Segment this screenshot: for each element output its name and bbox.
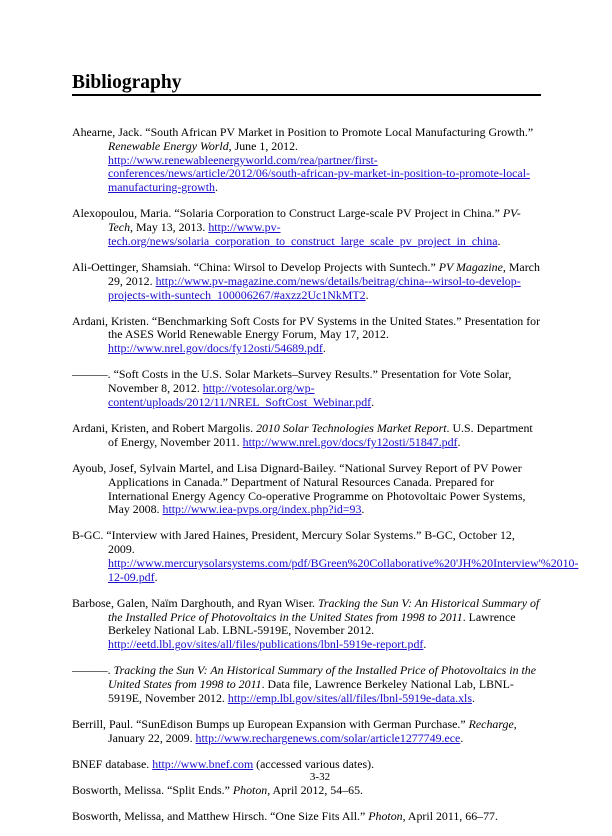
reference-link[interactable]: http://www.pv-magazine.com/news/details/beitrag/china--wirsol-to-develop-projects-with-suntech_100006267/#axzz2Uc1NkMT2 bbox=[108, 273, 521, 302]
reference-link[interactable]: http://www.mercurysolarsystems.com/pdf/BGreen%20Collaborative%20'JH%20Interview'%2010-12-09.pdf bbox=[108, 556, 579, 584]
reference-link[interactable]: http://www.nrel.gov/docs/fy12osti/51847.pdf bbox=[242, 434, 458, 449]
entry-text: Ayoub, Josef, Sylvain Martel, and Lisa Dignard-Bailey. “National Survey Report of PV Power Applications in Canada.” Department of Natural Resources Canada. Prepared for International Energy Agency Co-operative Programme on Photovoltaic Power Systems, May 2008. bbox=[72, 460, 526, 517]
bibliography-entry bbox=[72, 368, 544, 409]
bibliography-entry bbox=[72, 126, 544, 195]
reference-link[interactable]: http://www.rechargenews.com/solar/article1277749.ece bbox=[195, 730, 461, 745]
publication-title: 2010 Solar Technologies Market Report bbox=[256, 421, 447, 436]
entry-text: , May 13, 2013. bbox=[130, 220, 209, 235]
reference-link[interactable]: http://votesolar.org/wp-content/uploads/2012/11/NREL_SoftCost_Webinar.pdf bbox=[108, 381, 372, 409]
entry-text: Berrill, Paul. “SunEdison Bumps up European Expansion with German Purchase.” bbox=[72, 717, 469, 732]
entry-text: . bbox=[365, 287, 369, 302]
entry-text: , March 29, 2012. bbox=[108, 259, 540, 288]
publication-title: Tracking the Sun V: An Historical Summary of the Installed Price of Photovoltaics in the United States from 1998 to 2011 bbox=[108, 595, 540, 624]
entry-text: Ali-Oettinger, Shamsiah. “China: Wirsol to Develop Projects with Suntech.” bbox=[72, 259, 439, 274]
publication-title: PV Magazine bbox=[438, 259, 503, 274]
publication-title: Tracking the Sun V: An Historical Summary of the Installed Price of Photovoltaics in the United States from 1998 to 2011 bbox=[108, 663, 537, 692]
reference-link[interactable]: http://www.iea-pvps.org/index.php?id=93 bbox=[162, 502, 362, 517]
title-underline bbox=[72, 94, 541, 96]
bibliography-entry bbox=[72, 261, 544, 302]
publication-title: Photon bbox=[232, 783, 268, 798]
entry-text: Ardani, Kristen, and Robert Margolis. bbox=[72, 421, 257, 436]
reference-link[interactable]: http://www.nrel.gov/docs/fy12osti/54689.pdf bbox=[108, 341, 323, 356]
entry-text: . bbox=[423, 637, 427, 652]
entry-text: . bbox=[497, 233, 501, 248]
publication-title: Renewable Energy World bbox=[108, 138, 229, 153]
entry-text: , April 2012, 54–65. bbox=[267, 783, 364, 798]
reference-link[interactable]: http://emp.lbl.gov/sites/all/files/lbnl-5919e-data.xls bbox=[227, 690, 472, 705]
entry-text: . bbox=[457, 434, 461, 449]
bibliography-entry bbox=[72, 784, 544, 798]
entry-text: . bbox=[361, 502, 365, 517]
entry-text: . bbox=[471, 690, 475, 705]
entry-text: ———. “Soft Costs in the U.S. Solar Markets–Survey Results.” Presentation for Vote Solar, November 8, 2012. bbox=[72, 367, 512, 396]
reference-link[interactable]: http://www.renewableenergyworld.com/rea/partner/first-conferences/news/article/2012/06/south-african-pv-market-in-position-to-promote-local-manufacturing-growth bbox=[108, 152, 530, 195]
entry-text: ———. bbox=[72, 663, 114, 678]
entry-text: , April 2011, 66–77. bbox=[402, 809, 498, 824]
reference-link[interactable]: http://www.bnef.com bbox=[152, 756, 254, 771]
page-number: 3-32 bbox=[309, 771, 331, 783]
reference-link[interactable]: http://eetd.lbl.gov/sites/all/files/publications/lbnl-5919e-report.pdf bbox=[108, 637, 424, 652]
entry-text: Barbose, Galen, Naïm Darghouth, and Ryan Wiser. bbox=[72, 595, 318, 610]
reference-link[interactable]: http://www.pv-tech.org/news/solaria_corporation_to_construct_large_scale_pv_project_in_china bbox=[108, 220, 498, 248]
bibliography-entry bbox=[72, 528, 579, 584]
page-title: Bibliography bbox=[72, 72, 182, 93]
publication-title: Recharge bbox=[468, 717, 514, 732]
bibliography-entry bbox=[72, 758, 544, 772]
entry-text: , January 22, 2009. bbox=[108, 717, 517, 745]
publication-title: Photon bbox=[368, 809, 403, 824]
bibliography-entry bbox=[72, 664, 544, 705]
entry-text: . bbox=[154, 569, 158, 584]
entry-text: B-GC. “Interview with Jared Haines, President, Mercury Solar Systems.” B-GC, October 12, 2009. bbox=[72, 528, 515, 557]
entry-text: Bosworth, Melissa, and Matthew Hirsch. “One Size Fits All.” bbox=[72, 809, 369, 824]
entry-text: Ahearne, Jack. “South African PV Market in Position to Promote Local Manufacturing Growth.” bbox=[72, 125, 534, 139]
entry-text: . bbox=[460, 730, 464, 745]
entry-text: Ardani, Kristen. “Benchmarking Soft Costs for PV Systems in the United States.” Presentation for the ASES World Renewable Energy Forum, May 17, 2012. bbox=[72, 313, 541, 342]
bibliography-entry bbox=[72, 462, 544, 517]
bibliography-entry bbox=[72, 718, 544, 746]
entry-text: . U.S. Department of Energy, November 2011. bbox=[108, 421, 533, 449]
bibliography-entry bbox=[72, 810, 544, 824]
entry-text: . bbox=[371, 394, 375, 409]
bibliography-entry bbox=[72, 422, 544, 450]
entry-text: BNEF database. bbox=[72, 756, 153, 771]
publication-title: PV-Tech bbox=[108, 206, 521, 235]
entry-text: . bbox=[214, 180, 218, 195]
bibliography-entry bbox=[72, 315, 544, 356]
bibliography-entry bbox=[72, 597, 544, 652]
entry-text: (accessed various dates). bbox=[253, 756, 375, 771]
entry-text: Bosworth, Melissa. “Split Ends.” bbox=[72, 783, 233, 798]
entry-text: Alexopoulou, Maria. “Solaria Corporation to Construct Large-scale PV Project in China.” bbox=[72, 206, 503, 221]
entry-text: . bbox=[322, 341, 326, 356]
bibliography-list bbox=[72, 125, 579, 836]
entry-text: . Data file, Lawrence Berkeley National Lab, LBNL-5919E, November 2012. bbox=[108, 677, 514, 705]
bibliography-entry bbox=[72, 207, 544, 248]
entry-text: . Lawrence Berkeley National Lab. LBNL-5919E, November 2012. bbox=[108, 609, 516, 638]
entry-text: , June 1, 2012. bbox=[228, 138, 299, 153]
